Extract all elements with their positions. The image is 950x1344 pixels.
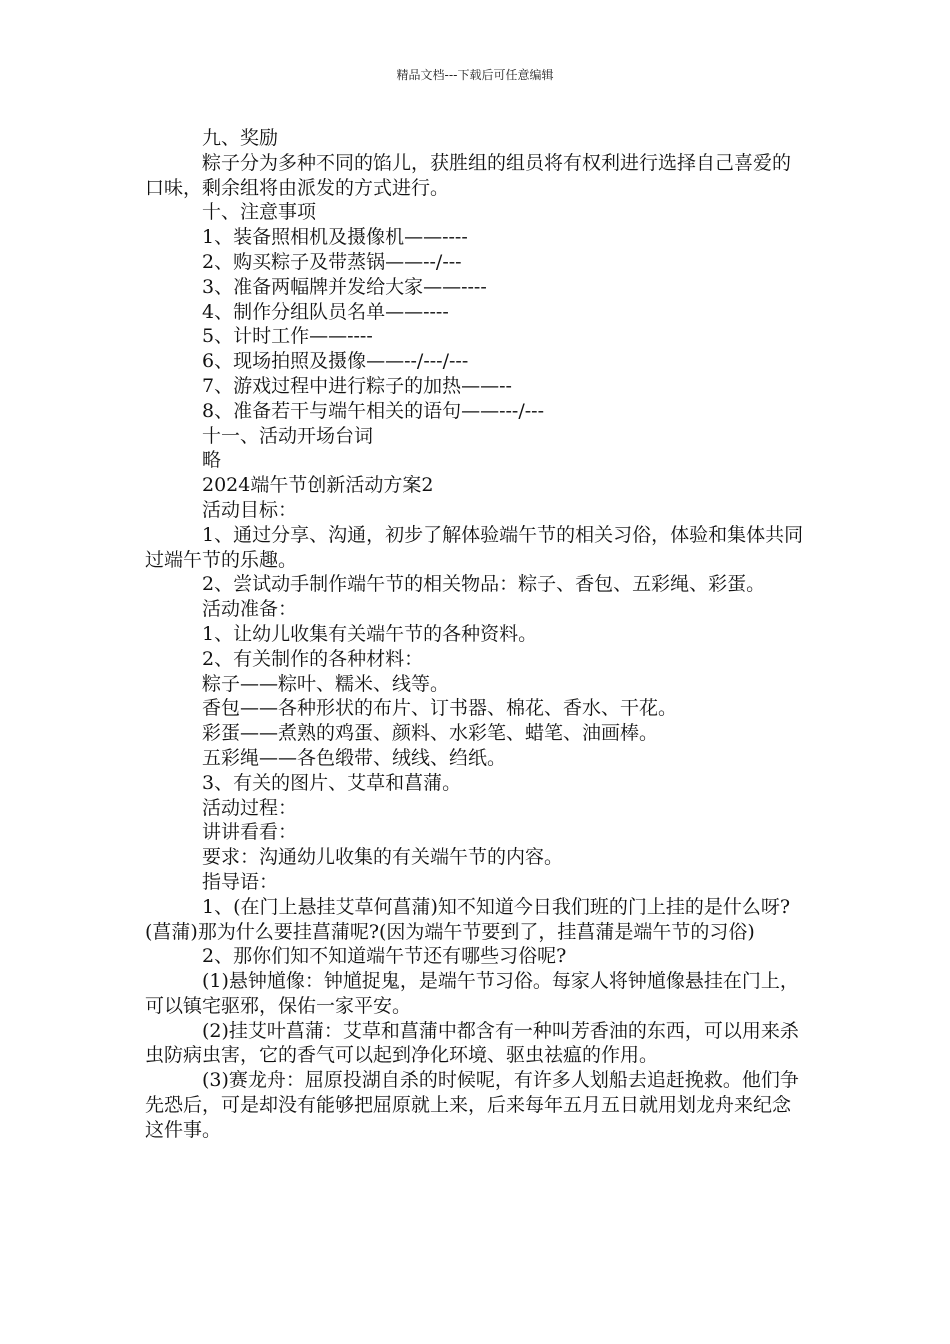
list-item: 2、购买粽子及带蒸锅——--/--- (202, 250, 462, 273)
section-heading: 十、注意事项 (202, 201, 317, 224)
list-item: 粽子——粽叶、糯米、线等。 (202, 672, 450, 695)
list-item: 7、游戏过程中进行粽子的加热——-- (202, 374, 512, 397)
paragraph: 2、尝试动手制作端午节的相关物品：粽子、香包、五彩绳、彩蛋。 (202, 573, 766, 596)
paragraph: (3)赛龙舟：屈原投湖自杀的时候呢，有许多人划船去追赶挽救。他们争先恐后，可是却没有能够把屈原就上来，后来每年五月五日就用划龙舟来纪念这件事。 (145, 1069, 799, 1141)
paragraph: (1)悬钟馗像：钟馗捉鬼，是端午节习俗。每家人将钟馗像悬挂在门上，可以镇宅驱邪，保佑一家平安。 (145, 970, 799, 1017)
list-item: 3、有关的图片、艾草和菖蒲。 (202, 771, 462, 794)
text-line: 指导语： (202, 870, 279, 893)
section-heading: 活动目标： (202, 498, 298, 521)
paragraph: (2)挂艾叶菖蒲：艾草和菖蒲中都含有一种叫芳香油的东西，可以用来杀虫防病虫害，它的香气可以起到净化环境、驱虫祛瘟的作用。 (145, 1019, 799, 1067)
page-header: 精品文档---下载后可任意编辑 (396, 68, 554, 82)
list-item: 6、现场拍照及摄像——--/---/--- (202, 350, 469, 373)
list-item: 1、让幼儿收集有关端午节的各种资料。 (202, 622, 538, 645)
section-heading: 十一、活动开场台词 (202, 424, 374, 447)
list-item: 香包——各种形状的布片、订书器、棉花、香水、干花。 (202, 697, 678, 720)
list-item: 1、装备照相机及摄像机——---- (202, 226, 468, 249)
list-item: 4、制作分组队员名单——---- (202, 300, 449, 323)
document-title: 2024端午节创新活动方案2 (202, 474, 434, 497)
text-line: 要求：沟通幼儿收集的有关端午节的内容。 (202, 846, 564, 869)
section-heading: 活动准备： (202, 598, 298, 621)
list-item: 5、计时工作——---- (202, 325, 373, 348)
list-item: 8、准备若干与端午相关的语句——---/--- (202, 399, 545, 422)
list-item: 五彩绳——各色缎带、绒线、绉纸。 (202, 746, 507, 769)
text-line: 2、那你们知不知道端午节还有哪些习俗呢? (202, 945, 567, 968)
text-line: 略 (202, 449, 222, 472)
document-body (145, 126, 809, 1143)
text-line: 讲讲看看： (202, 821, 298, 844)
list-item: 3、准备两幅牌并发给大家——---- (202, 275, 487, 298)
paragraph: 1、(在门上悬挂艾草何菖蒲)知不知道今日我们班的门上挂的是什么呀?(菖蒲)那为什么要挂菖蒲呢?(因为端午节要到了，挂菖蒲是端午节的习俗) (145, 895, 791, 943)
paragraph: 粽子分为多种不同的馅儿，获胜组的组员将有权利进行选择自己喜爱的口味，剩余组将由派发的方式进行。 (145, 151, 792, 199)
section-heading: 活动过程： (202, 796, 298, 819)
section-heading: 九、奖励 (202, 127, 279, 149)
list-item: 彩蛋——煮熟的鸡蛋、颜料、水彩笔、蜡笔、油画棒。 (202, 722, 659, 745)
paragraph: 1、通过分享、沟通，初步了解体验端午节的相关习俗，体验和集体共同过端午节的乐趣。 (145, 523, 804, 571)
list-item: 2、有关制作的各种材料： (202, 647, 424, 670)
